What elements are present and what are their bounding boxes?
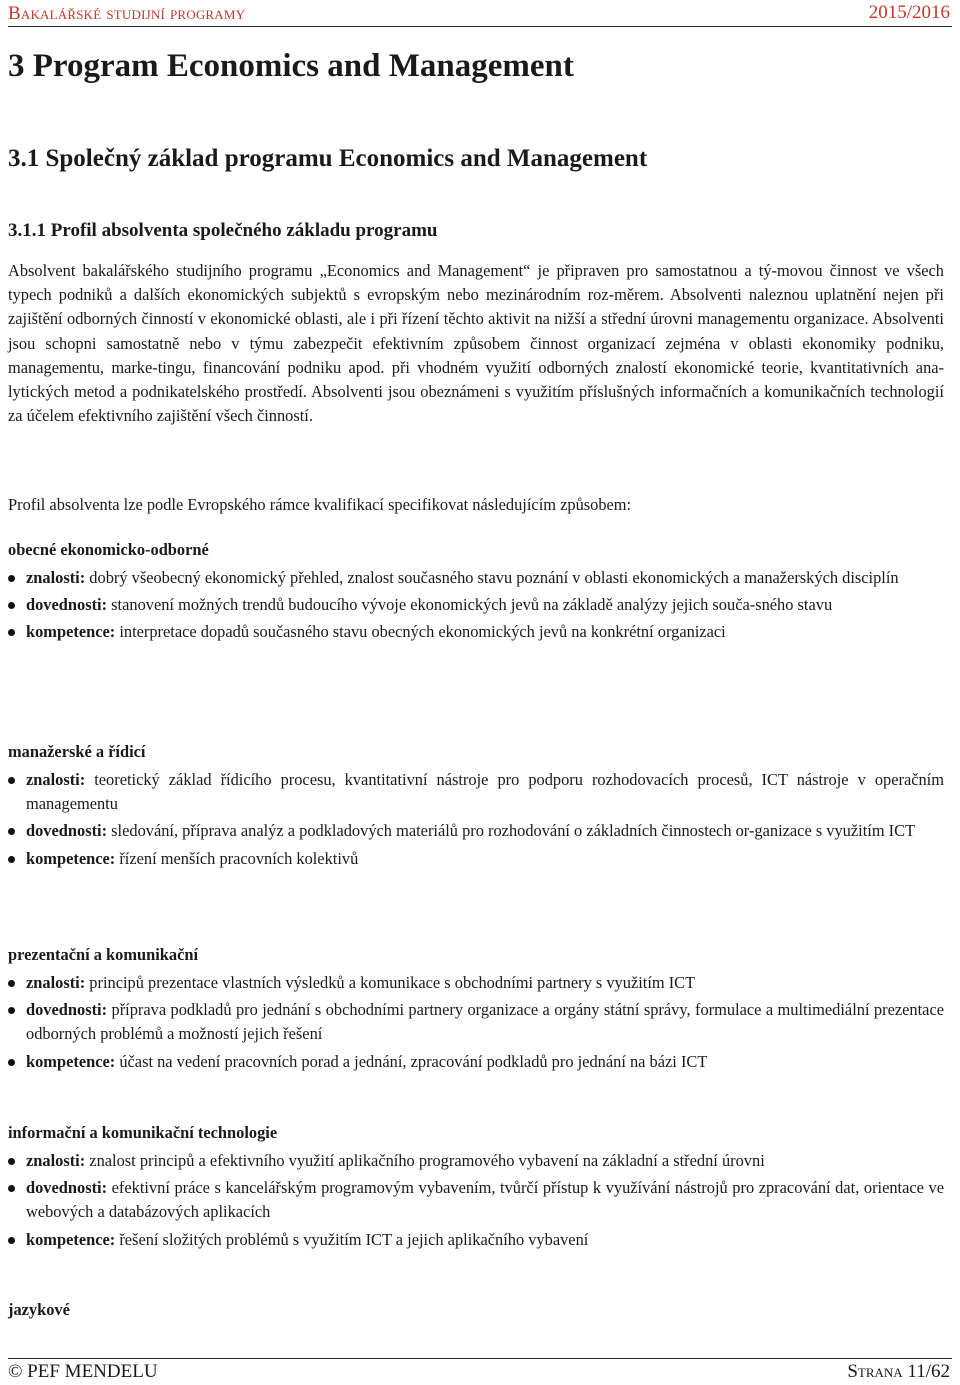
item-text: řešení složitých problémů s využitím ICT a jejich aplikačního vybavení xyxy=(119,1229,589,1249)
item-text: interpretace dopadů současného stavu obecných ekonomických jevů na konkrétní organizaci xyxy=(119,622,726,642)
item-text: řízení menších pracovních kolektivů xyxy=(119,848,359,868)
profile-intro: Profil absolventa lze podle Evropského rámce kvalifikací specifikovat následujícím způsobem: xyxy=(8,495,632,514)
bullet-icon xyxy=(8,1237,15,1244)
category-list xyxy=(8,1149,944,1255)
bullet-icon xyxy=(8,575,15,582)
footer-copyright: © PEF MENDELU xyxy=(8,1361,158,1382)
category-list xyxy=(8,768,944,874)
subsection-heading: 3.1.1 Profil absolventa společného základu programu xyxy=(8,220,438,241)
bullet-icon xyxy=(8,1007,15,1014)
list-item xyxy=(8,1050,944,1074)
item-text: teoretický základ řídicího procesu, kvantitativní nástroje pro podporu rozhodovacích procesů, ICT nástroje v operačním managementu xyxy=(26,770,944,814)
bullet-icon xyxy=(8,777,15,784)
list-item xyxy=(8,819,944,843)
item-label: kompetence: xyxy=(26,1051,116,1071)
list-item xyxy=(8,620,944,644)
section-heading: 3.1 Společný základ programu Economics and Management xyxy=(8,145,648,172)
footer-page-number xyxy=(847,1361,950,1383)
footer-page-value: 11/62 xyxy=(907,1361,950,1382)
category-title: obecné ekonomicko-odborné xyxy=(8,540,209,559)
item-text: stanovení možných trendů budoucího vývoje ekonomických jevů na základě analýzy jejich souča-sného stavu xyxy=(111,595,833,615)
page-footer xyxy=(8,1358,952,1385)
list-item xyxy=(8,593,944,617)
chapter-heading: 3 Program Economics and Management xyxy=(8,48,574,84)
category-title: prezentační a komunikační xyxy=(8,945,199,964)
bullet-icon xyxy=(8,629,15,636)
item-text: znalost principů a efektivního využití aplikačního programového vybavení na základní a střední úrovni xyxy=(89,1151,765,1170)
list-item xyxy=(8,998,944,1046)
item-label: znalosti: xyxy=(26,568,86,587)
bullet-icon xyxy=(8,1158,15,1165)
header-year: 2015/2016 xyxy=(868,2,950,23)
footer-page-label: Strana xyxy=(847,1361,903,1382)
bullet-icon xyxy=(8,980,15,987)
bullet-icon xyxy=(8,856,15,863)
category-title: informační a komunikační technologie xyxy=(8,1123,278,1142)
item-label: dovednosti: xyxy=(26,595,108,615)
page-header xyxy=(8,0,952,27)
list-item xyxy=(8,1228,944,1252)
list-item xyxy=(8,971,944,995)
category-list xyxy=(8,971,944,1077)
item-label: kompetence: xyxy=(26,1229,116,1249)
item-label: znalosti: xyxy=(26,1151,86,1170)
list-item xyxy=(8,1176,944,1224)
item-label: dovednosti: xyxy=(26,821,108,841)
bullet-icon xyxy=(8,1059,15,1066)
item-text: sledování, příprava analýz a podkladových materiálů pro rozhodování o základních činnostech or-ganizace s využitím ICT xyxy=(111,821,916,841)
item-label: kompetence: xyxy=(26,622,116,642)
item-label: znalosti: xyxy=(26,770,86,789)
item-text: dobrý všeobecný ekonomický přehled, znalost současného stavu poznání v oblasti ekonomických a manažerských disciplín xyxy=(89,568,899,587)
list-item xyxy=(8,1149,944,1173)
item-label: dovednosti: xyxy=(26,1000,108,1020)
item-text: efektivní práce s kancelářským programovým vybavením, tvůrčí přístup k využívání nástrojů pro zpracování dat, orientace ve webových a databázových aplikacích xyxy=(26,1178,944,1222)
bullet-icon xyxy=(8,1185,15,1192)
item-label: kompetence: xyxy=(26,848,116,868)
category-list xyxy=(8,566,944,648)
item-text: principů prezentace vlastních výsledků a komunikace s obchodními partnery s využitím ICT xyxy=(89,973,696,992)
item-text: účast na vedení pracovních porad a jednání, zpracování podkladů pro jednání na bázi ICT xyxy=(119,1051,708,1071)
item-label: dovednosti: xyxy=(26,1178,108,1198)
bullet-icon xyxy=(8,602,15,609)
list-item xyxy=(8,847,944,871)
header-program-title: Bakalářské studijní programy xyxy=(8,3,246,24)
category-title: jazykové xyxy=(8,1300,70,1319)
list-item xyxy=(8,768,944,816)
category-title: manažerské a řídicí xyxy=(8,742,146,761)
list-item xyxy=(8,566,944,590)
item-label: znalosti: xyxy=(26,973,86,992)
item-text: příprava podkladů pro jednání s obchodními partnery organizace a orgány státní správy, formulace a multimediální prezentace odborných problémů a možností jejich řešení xyxy=(26,1000,944,1044)
bullet-icon xyxy=(8,828,15,835)
graduate-profile-paragraph: Absolvent bakalářského studijního programu „Economics and Management“ je připraven pro samostatnou a tý-movou činnost ve všech typech podniků a dalších ekonomických subjektů s evropským nebo mezinárodním roz-měrem. Absolventi naleznou uplatnění nejen při zajištění odborných činností v ekonomické oblasti, ale i při řízení těchto aktivit na nižší a střední úrovni managementu organizace. Absolventi jsou schopni samostatně nebo v týmu zabezpečit efektivním způsobem činnost organizací zejména v oblasti ekonomiky podniku, managementu, marke-tingu, financování podniku apod. při vhodném využití odborných znalostí ekonomické teorie, kvantitativních ana-lytických metod a podnikatelského prostředí. Absolventi jsou obeznámeni s využitím příslušných informačních a komunikačních technologií za účelem efektivního zajištění všech činností. xyxy=(8,261,944,426)
